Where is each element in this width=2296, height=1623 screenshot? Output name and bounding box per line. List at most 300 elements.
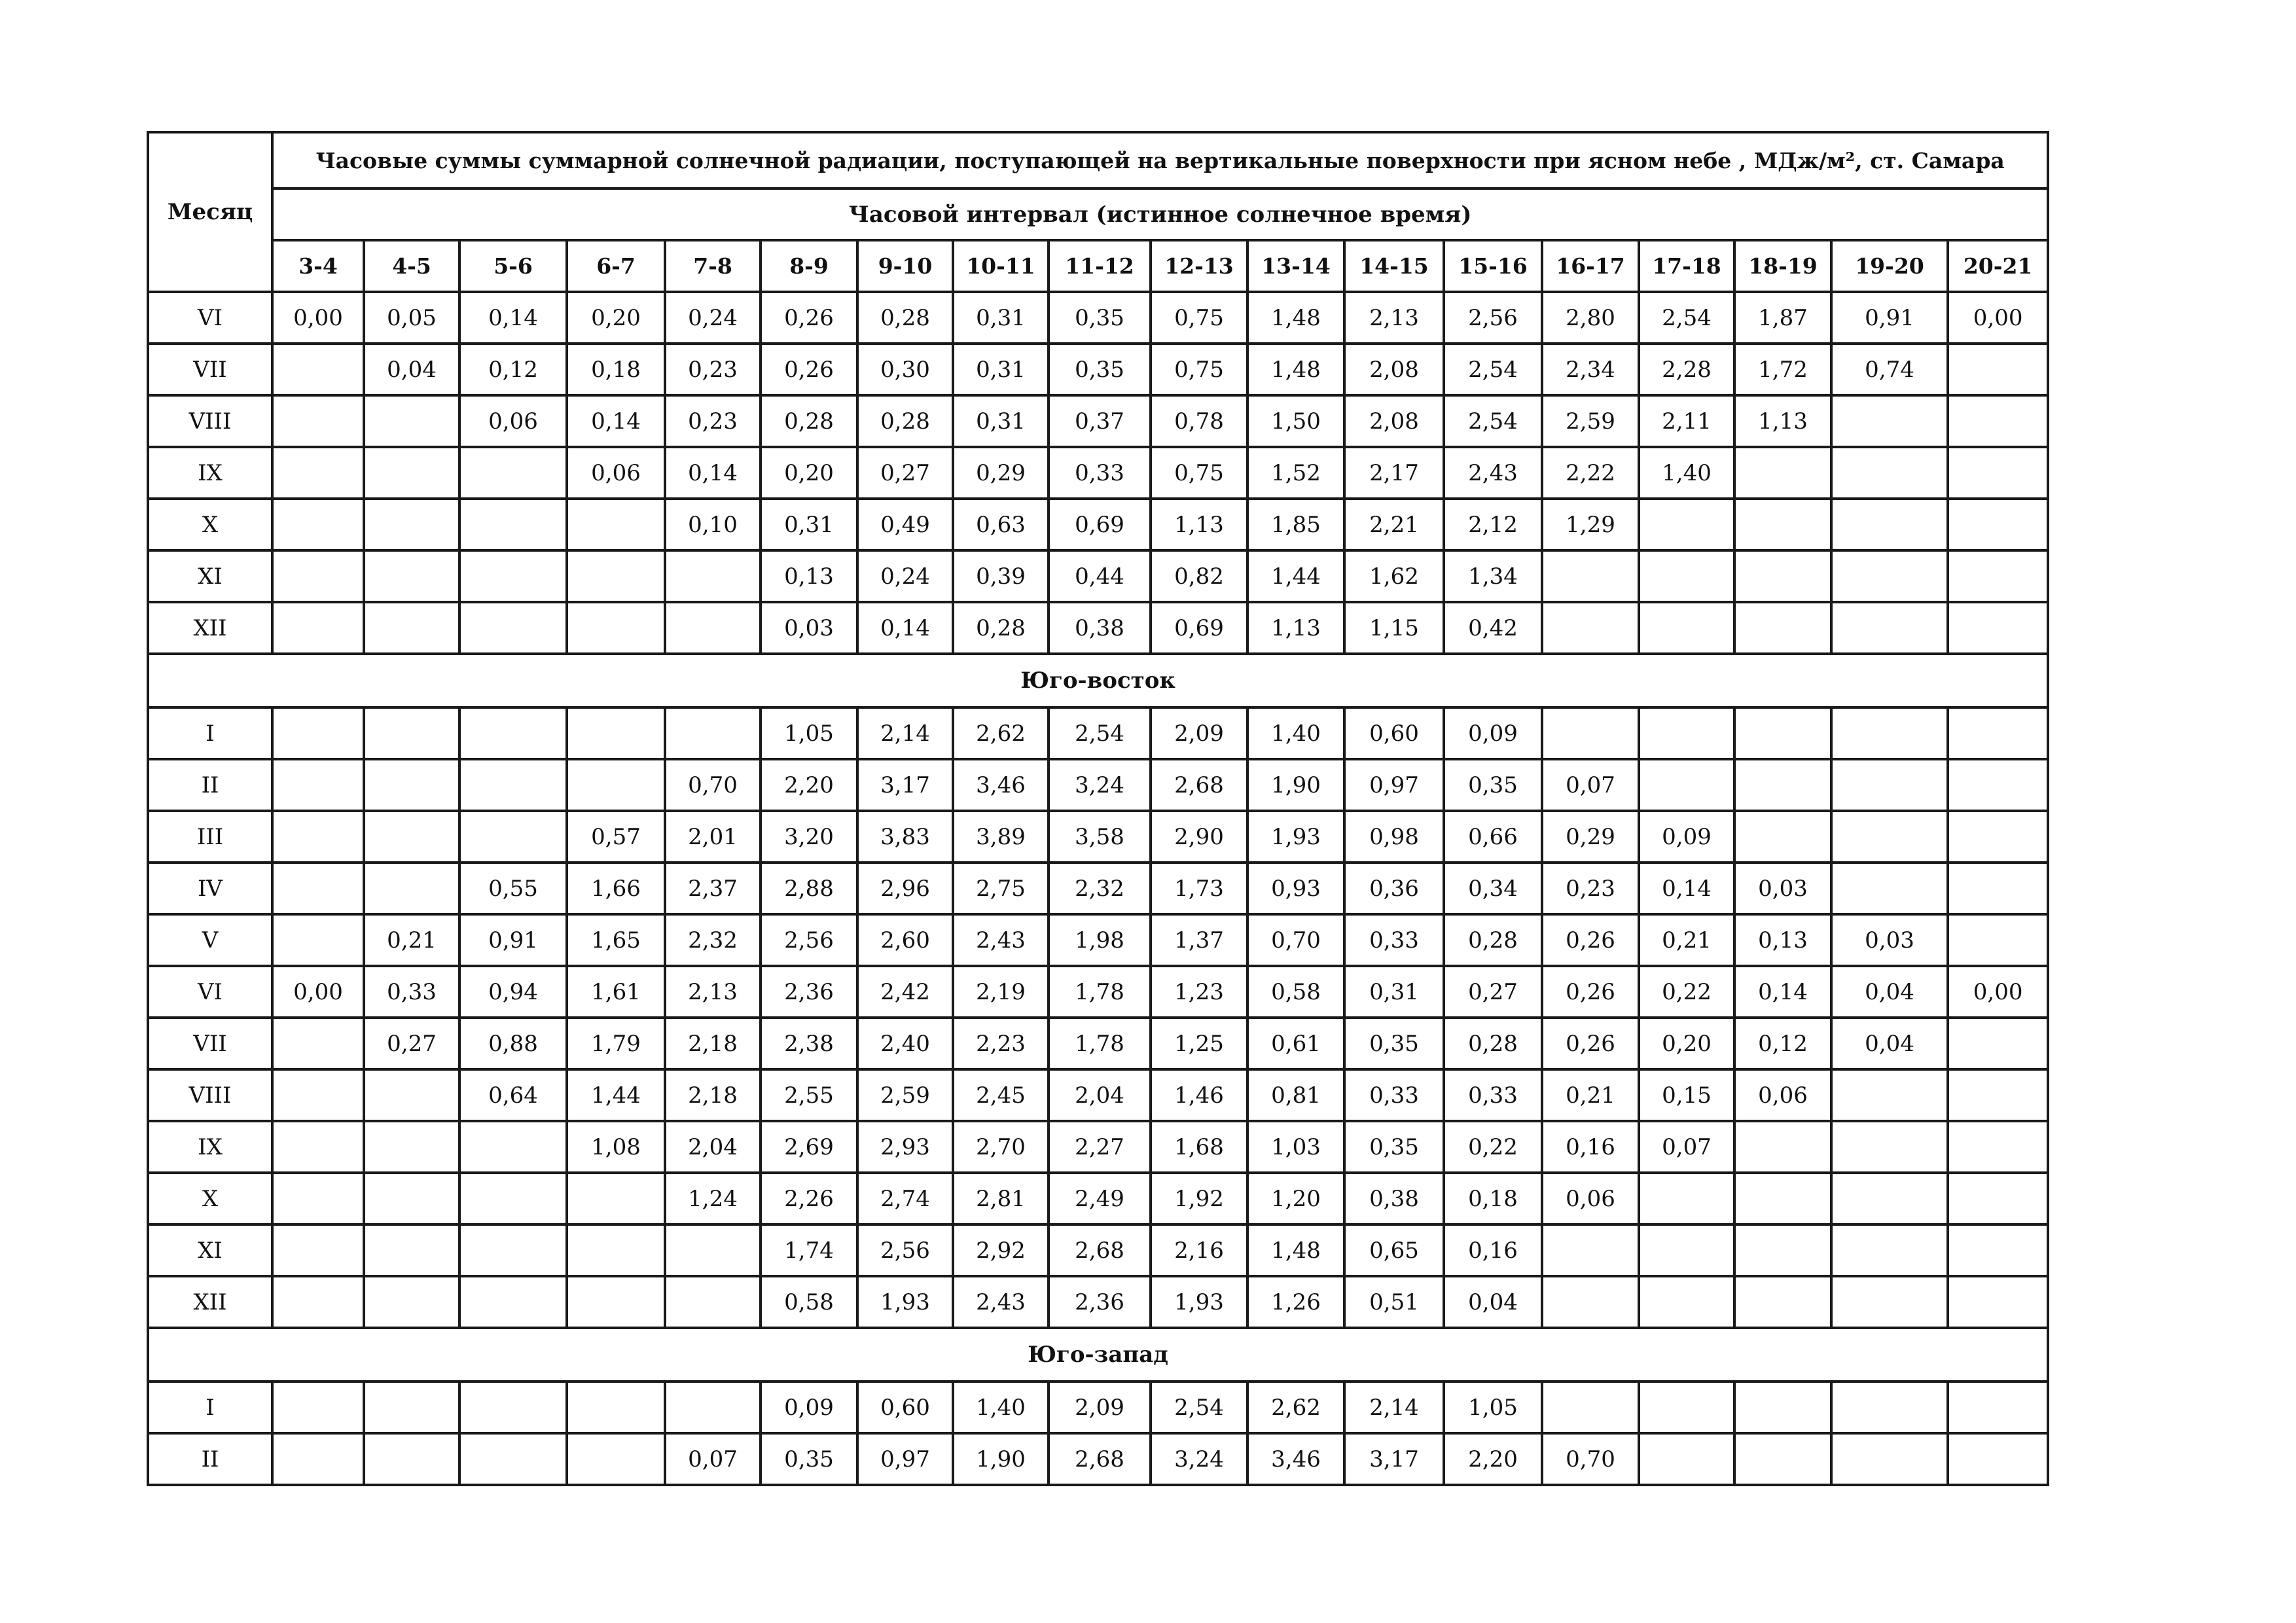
value-cell — [1734, 499, 1831, 550]
value-cell — [272, 1433, 364, 1485]
value-cell — [272, 863, 364, 914]
value-cell — [272, 707, 364, 759]
value-cell — [1948, 1173, 2048, 1224]
interval-col-header: 16-17 — [1542, 240, 1639, 292]
value-cell — [459, 1276, 567, 1328]
value-cell: 2,37 — [665, 863, 761, 914]
value-cell: 1,78 — [1049, 1018, 1151, 1069]
value-cell: 2,96 — [857, 863, 953, 914]
value-cell: 2,68 — [1049, 1224, 1151, 1276]
value-cell: 0,33 — [1049, 447, 1151, 499]
value-cell: 2,34 — [1542, 344, 1639, 395]
value-cell — [459, 1173, 567, 1224]
value-cell — [1734, 1433, 1831, 1485]
value-cell: 0,91 — [1831, 292, 1948, 344]
value-cell — [1542, 1382, 1639, 1433]
value-cell — [1639, 1382, 1734, 1433]
value-cell — [459, 1382, 567, 1433]
interval-col-header: 15-16 — [1444, 240, 1542, 292]
value-cell: 0,26 — [761, 292, 857, 344]
value-cell — [1948, 447, 2048, 499]
value-cell: 1,13 — [1734, 395, 1831, 447]
value-cell — [364, 395, 459, 447]
value-cell — [272, 1069, 364, 1121]
value-cell: 1,90 — [953, 1433, 1049, 1485]
value-cell — [1948, 1121, 2048, 1173]
value-cell: 2,45 — [953, 1069, 1049, 1121]
value-cell: 1,29 — [1542, 499, 1639, 550]
value-cell — [665, 707, 761, 759]
value-cell: 1,13 — [1151, 499, 1247, 550]
month-cell: XII — [148, 1276, 272, 1328]
value-cell: 0,44 — [1049, 550, 1151, 602]
value-cell — [1831, 1224, 1948, 1276]
value-cell — [364, 602, 459, 654]
interval-row — [148, 240, 2048, 292]
value-cell — [1948, 863, 2048, 914]
value-cell — [459, 1224, 567, 1276]
value-cell: 0,35 — [1049, 344, 1151, 395]
value-cell: 2,26 — [761, 1173, 857, 1224]
value-cell: 1,15 — [1344, 602, 1444, 654]
value-cell: 1,34 — [1444, 550, 1542, 602]
table-title: Часовые суммы суммарной солнечной радиации, поступающей на вертикальные поверхности при ясном небе , МДж/м², ст. Самара — [272, 132, 2048, 188]
value-cell: 0,35 — [1344, 1018, 1444, 1069]
month-cell: X — [148, 499, 272, 550]
value-cell — [272, 550, 364, 602]
value-cell: 2,42 — [857, 966, 953, 1018]
interval-col-header: 3-4 — [272, 240, 364, 292]
value-cell: 0,97 — [1344, 759, 1444, 811]
value-cell — [272, 499, 364, 550]
value-cell: 0,13 — [761, 550, 857, 602]
value-cell: 2,08 — [1344, 395, 1444, 447]
value-cell — [567, 1433, 665, 1485]
value-cell: 2,12 — [1444, 499, 1542, 550]
value-cell — [1831, 447, 1948, 499]
value-cell: 0,13 — [1734, 914, 1831, 966]
value-cell: 2,20 — [761, 759, 857, 811]
value-cell — [272, 759, 364, 811]
value-cell: 0,06 — [459, 395, 567, 447]
value-cell: 3,46 — [1247, 1433, 1344, 1485]
interval-col-header: 18-19 — [1734, 240, 1831, 292]
value-cell: 0,33 — [1344, 1069, 1444, 1121]
table-row — [148, 1433, 2048, 1485]
interval-col-header: 13-14 — [1247, 240, 1344, 292]
value-cell: 1,20 — [1247, 1173, 1344, 1224]
value-cell: 0,21 — [1542, 1069, 1639, 1121]
table-row — [148, 914, 2048, 966]
interval-col-header: 5-6 — [459, 240, 567, 292]
value-cell — [1948, 344, 2048, 395]
month-cell: IX — [148, 447, 272, 499]
value-cell: 0,20 — [1639, 1018, 1734, 1069]
value-cell — [1948, 1069, 2048, 1121]
value-cell — [272, 1276, 364, 1328]
value-cell: 2,28 — [1639, 344, 1734, 395]
table-row — [148, 395, 2048, 447]
value-cell: 0,28 — [953, 602, 1049, 654]
value-cell — [272, 344, 364, 395]
value-cell — [1542, 707, 1639, 759]
value-cell: 0,03 — [1734, 863, 1831, 914]
value-cell: 0,35 — [1049, 292, 1151, 344]
value-cell — [364, 1069, 459, 1121]
value-cell: 0,03 — [1831, 914, 1948, 966]
value-cell: 3,17 — [857, 759, 953, 811]
value-cell: 2,40 — [857, 1018, 953, 1069]
value-cell — [665, 1224, 761, 1276]
value-cell: 1,50 — [1247, 395, 1344, 447]
value-cell — [1542, 1276, 1639, 1328]
value-cell — [364, 447, 459, 499]
value-cell: 2,74 — [857, 1173, 953, 1224]
value-cell — [364, 1224, 459, 1276]
value-cell: 0,97 — [857, 1433, 953, 1485]
month-cell: X — [148, 1173, 272, 1224]
month-cell: VIII — [148, 395, 272, 447]
value-cell: 1,65 — [567, 914, 665, 966]
value-cell: 0,27 — [1444, 966, 1542, 1018]
value-cell: 0,09 — [761, 1382, 857, 1433]
value-cell — [1639, 1224, 1734, 1276]
month-cell: VII — [148, 1018, 272, 1069]
interval-col-header: 12-13 — [1151, 240, 1247, 292]
value-cell: 0,26 — [761, 344, 857, 395]
value-cell — [364, 759, 459, 811]
value-cell: 0,82 — [1151, 550, 1247, 602]
value-cell — [459, 1121, 567, 1173]
value-cell: 2,93 — [857, 1121, 953, 1173]
value-cell: 1,40 — [953, 1382, 1049, 1433]
value-cell: 0,15 — [1639, 1069, 1734, 1121]
value-cell: 2,68 — [1049, 1433, 1151, 1485]
value-cell: 1,74 — [761, 1224, 857, 1276]
value-cell: 2,56 — [761, 914, 857, 966]
value-cell: 0,66 — [1444, 811, 1542, 863]
value-cell: 0,69 — [1049, 499, 1151, 550]
value-cell: 0,35 — [1344, 1121, 1444, 1173]
value-cell: 0,14 — [665, 447, 761, 499]
value-cell: 0,38 — [1344, 1173, 1444, 1224]
value-cell: 2,54 — [1444, 395, 1542, 447]
value-cell: 2,81 — [953, 1173, 1049, 1224]
value-cell: 0,31 — [761, 499, 857, 550]
value-cell — [567, 550, 665, 602]
section-title: Юго-восток — [148, 654, 2048, 707]
value-cell: 2,92 — [953, 1224, 1049, 1276]
value-cell — [1734, 1382, 1831, 1433]
value-cell: 0,24 — [857, 550, 953, 602]
value-cell: 0,06 — [1734, 1069, 1831, 1121]
value-cell: 0,49 — [857, 499, 953, 550]
value-cell: 0,06 — [567, 447, 665, 499]
value-cell: 0,98 — [1344, 811, 1444, 863]
value-cell: 0,31 — [1344, 966, 1444, 1018]
value-cell — [1639, 707, 1734, 759]
value-cell — [1734, 602, 1831, 654]
table-row — [148, 863, 2048, 914]
value-cell: 1,68 — [1151, 1121, 1247, 1173]
month-cell: V — [148, 914, 272, 966]
value-cell: 2,54 — [1639, 292, 1734, 344]
value-cell — [1948, 395, 2048, 447]
value-cell: 0,28 — [857, 292, 953, 344]
value-cell: 0,23 — [1542, 863, 1639, 914]
value-cell: 0,64 — [459, 1069, 567, 1121]
value-cell: 2,16 — [1151, 1224, 1247, 1276]
value-cell: 0,10 — [665, 499, 761, 550]
value-cell: 0,27 — [364, 1018, 459, 1069]
value-cell — [459, 499, 567, 550]
value-cell — [567, 707, 665, 759]
interval-col-header: 4-5 — [364, 240, 459, 292]
value-cell: 1,05 — [1444, 1382, 1542, 1433]
value-cell: 0,70 — [1542, 1433, 1639, 1485]
value-cell: 3,83 — [857, 811, 953, 863]
value-cell — [1948, 499, 2048, 550]
value-cell: 2,32 — [665, 914, 761, 966]
month-cell: VII — [148, 344, 272, 395]
value-cell: 0,78 — [1151, 395, 1247, 447]
value-cell: 0,06 — [1542, 1173, 1639, 1224]
month-cell: VIII — [148, 1069, 272, 1121]
value-cell: 1,13 — [1247, 602, 1344, 654]
value-cell: 0,30 — [857, 344, 953, 395]
value-cell: 2,01 — [665, 811, 761, 863]
value-cell: 0,63 — [953, 499, 1049, 550]
value-cell: 1,73 — [1151, 863, 1247, 914]
interval-col-header: 7-8 — [665, 240, 761, 292]
value-cell: 0,29 — [1542, 811, 1639, 863]
value-cell — [1639, 499, 1734, 550]
value-cell: 0,70 — [1247, 914, 1344, 966]
value-cell: 2,43 — [1444, 447, 1542, 499]
value-cell: 0,28 — [1444, 1018, 1542, 1069]
month-header: Месяц — [148, 132, 272, 292]
value-cell — [1734, 759, 1831, 811]
table-row — [148, 1121, 2048, 1173]
value-cell: 0,20 — [761, 447, 857, 499]
value-cell: 0,33 — [1444, 1069, 1542, 1121]
value-cell: 0,05 — [364, 292, 459, 344]
value-cell: 0,23 — [665, 344, 761, 395]
value-cell: 0,00 — [272, 966, 364, 1018]
value-cell: 3,24 — [1049, 759, 1151, 811]
month-cell: III — [148, 811, 272, 863]
value-cell: 1,93 — [1247, 811, 1344, 863]
month-cell: IX — [148, 1121, 272, 1173]
value-cell — [272, 1224, 364, 1276]
interval-col-header: 14-15 — [1344, 240, 1444, 292]
value-cell — [567, 1382, 665, 1433]
value-cell: 2,14 — [1344, 1382, 1444, 1433]
value-cell — [459, 759, 567, 811]
value-cell: 1,72 — [1734, 344, 1831, 395]
value-cell — [364, 1173, 459, 1224]
table-row — [148, 550, 2048, 602]
value-cell: 2,56 — [857, 1224, 953, 1276]
value-cell — [1639, 1276, 1734, 1328]
value-cell — [1948, 914, 2048, 966]
value-cell — [567, 759, 665, 811]
value-cell — [364, 1121, 459, 1173]
value-cell — [1948, 550, 2048, 602]
value-cell — [567, 1276, 665, 1328]
value-cell: 0,60 — [857, 1382, 953, 1433]
value-cell — [665, 550, 761, 602]
value-cell — [1831, 759, 1948, 811]
value-cell — [364, 550, 459, 602]
table-row — [148, 1224, 2048, 1276]
table-row — [148, 1069, 2048, 1121]
value-cell: 0,33 — [1344, 914, 1444, 966]
value-cell — [364, 499, 459, 550]
month-cell: I — [148, 1382, 272, 1433]
value-cell: 1,92 — [1151, 1173, 1247, 1224]
value-cell: 2,88 — [761, 863, 857, 914]
value-cell — [459, 602, 567, 654]
value-cell: 0,33 — [364, 966, 459, 1018]
value-cell: 2,32 — [1049, 863, 1151, 914]
value-cell — [1948, 1224, 2048, 1276]
value-cell — [272, 914, 364, 966]
value-cell: 0,75 — [1151, 292, 1247, 344]
value-cell: 1,05 — [761, 707, 857, 759]
value-cell: 0,35 — [761, 1433, 857, 1485]
value-cell — [1948, 602, 2048, 654]
value-cell: 1,48 — [1247, 1224, 1344, 1276]
value-cell: 0,12 — [1734, 1018, 1831, 1069]
value-cell — [272, 1382, 364, 1433]
value-cell — [1639, 1433, 1734, 1485]
value-cell: 0,27 — [857, 447, 953, 499]
value-cell: 0,75 — [1151, 447, 1247, 499]
value-cell: 2,04 — [665, 1121, 761, 1173]
value-cell: 0,37 — [1049, 395, 1151, 447]
month-cell: VI — [148, 966, 272, 1018]
value-cell: 2,43 — [953, 1276, 1049, 1328]
value-cell: 2,56 — [1444, 292, 1542, 344]
value-cell: 0,81 — [1247, 1069, 1344, 1121]
value-cell: 0,21 — [1639, 914, 1734, 966]
value-cell — [1734, 1276, 1831, 1328]
value-cell — [364, 707, 459, 759]
value-cell: 0,69 — [1151, 602, 1247, 654]
value-cell: 0,14 — [857, 602, 953, 654]
value-cell: 0,04 — [1831, 1018, 1948, 1069]
value-cell — [1831, 1173, 1948, 1224]
value-cell: 2,62 — [953, 707, 1049, 759]
value-cell — [364, 1382, 459, 1433]
interval-col-header: 20-21 — [1948, 240, 2048, 292]
value-cell: 1,79 — [567, 1018, 665, 1069]
month-cell: XI — [148, 1224, 272, 1276]
value-cell — [1542, 602, 1639, 654]
value-cell — [1948, 1018, 2048, 1069]
interval-col-header: 6-7 — [567, 240, 665, 292]
value-cell: 0,38 — [1049, 602, 1151, 654]
value-cell: 0,88 — [459, 1018, 567, 1069]
table-row — [148, 811, 2048, 863]
value-cell — [272, 1173, 364, 1224]
table-row — [148, 1173, 2048, 1224]
value-cell — [1734, 1173, 1831, 1224]
value-cell: 2,80 — [1542, 292, 1639, 344]
value-cell — [665, 1382, 761, 1433]
month-cell: XII — [148, 602, 272, 654]
table-row — [148, 1276, 2048, 1328]
value-cell: 0,55 — [459, 863, 567, 914]
value-cell: 0,58 — [1247, 966, 1344, 1018]
value-cell: 1,52 — [1247, 447, 1344, 499]
value-cell: 0,09 — [1639, 811, 1734, 863]
value-cell: 0,61 — [1247, 1018, 1344, 1069]
interval-col-header: 8-9 — [761, 240, 857, 292]
table-row — [148, 499, 2048, 550]
value-cell — [1734, 447, 1831, 499]
interval-header: Часовой интервал (истинное солнечное время) — [272, 188, 2048, 240]
value-cell: 0,12 — [459, 344, 567, 395]
value-cell — [1831, 1276, 1948, 1328]
value-cell: 1,44 — [1247, 550, 1344, 602]
value-cell: 0,16 — [1444, 1224, 1542, 1276]
value-cell: 0,91 — [459, 914, 567, 966]
value-cell — [1831, 395, 1948, 447]
table-row — [148, 966, 2048, 1018]
value-cell — [459, 447, 567, 499]
value-cell — [1831, 707, 1948, 759]
value-cell: 0,28 — [761, 395, 857, 447]
interval-col-header: 9-10 — [857, 240, 953, 292]
value-cell — [1639, 602, 1734, 654]
value-cell — [1639, 759, 1734, 811]
value-cell — [272, 1121, 364, 1173]
value-cell: 1,93 — [1151, 1276, 1247, 1328]
value-cell — [272, 1018, 364, 1069]
value-cell: 0,26 — [1542, 1018, 1639, 1069]
value-cell — [1948, 1276, 2048, 1328]
value-cell: 2,14 — [857, 707, 953, 759]
value-cell: 1,46 — [1151, 1069, 1247, 1121]
value-cell: 0,36 — [1344, 863, 1444, 914]
table-row — [148, 759, 2048, 811]
value-cell: 3,58 — [1049, 811, 1151, 863]
value-cell — [567, 1224, 665, 1276]
value-cell — [1948, 1433, 2048, 1485]
value-cell: 0,09 — [1444, 707, 1542, 759]
month-cell: I — [148, 707, 272, 759]
value-cell: 0,21 — [364, 914, 459, 966]
value-cell: 2,04 — [1049, 1069, 1151, 1121]
interval-col-header: 10-11 — [953, 240, 1049, 292]
value-cell — [272, 395, 364, 447]
value-cell: 2,49 — [1049, 1173, 1151, 1224]
value-cell: 2,75 — [953, 863, 1049, 914]
value-cell: 0,57 — [567, 811, 665, 863]
value-cell — [567, 602, 665, 654]
value-cell: 0,94 — [459, 966, 567, 1018]
table-row — [148, 1382, 2048, 1433]
value-cell: 0,04 — [1831, 966, 1948, 1018]
table-row — [148, 707, 2048, 759]
value-cell — [364, 811, 459, 863]
month-cell: II — [148, 759, 272, 811]
value-cell — [1734, 550, 1831, 602]
interval-col-header: 19-20 — [1831, 240, 1948, 292]
value-cell: 2,11 — [1639, 395, 1734, 447]
